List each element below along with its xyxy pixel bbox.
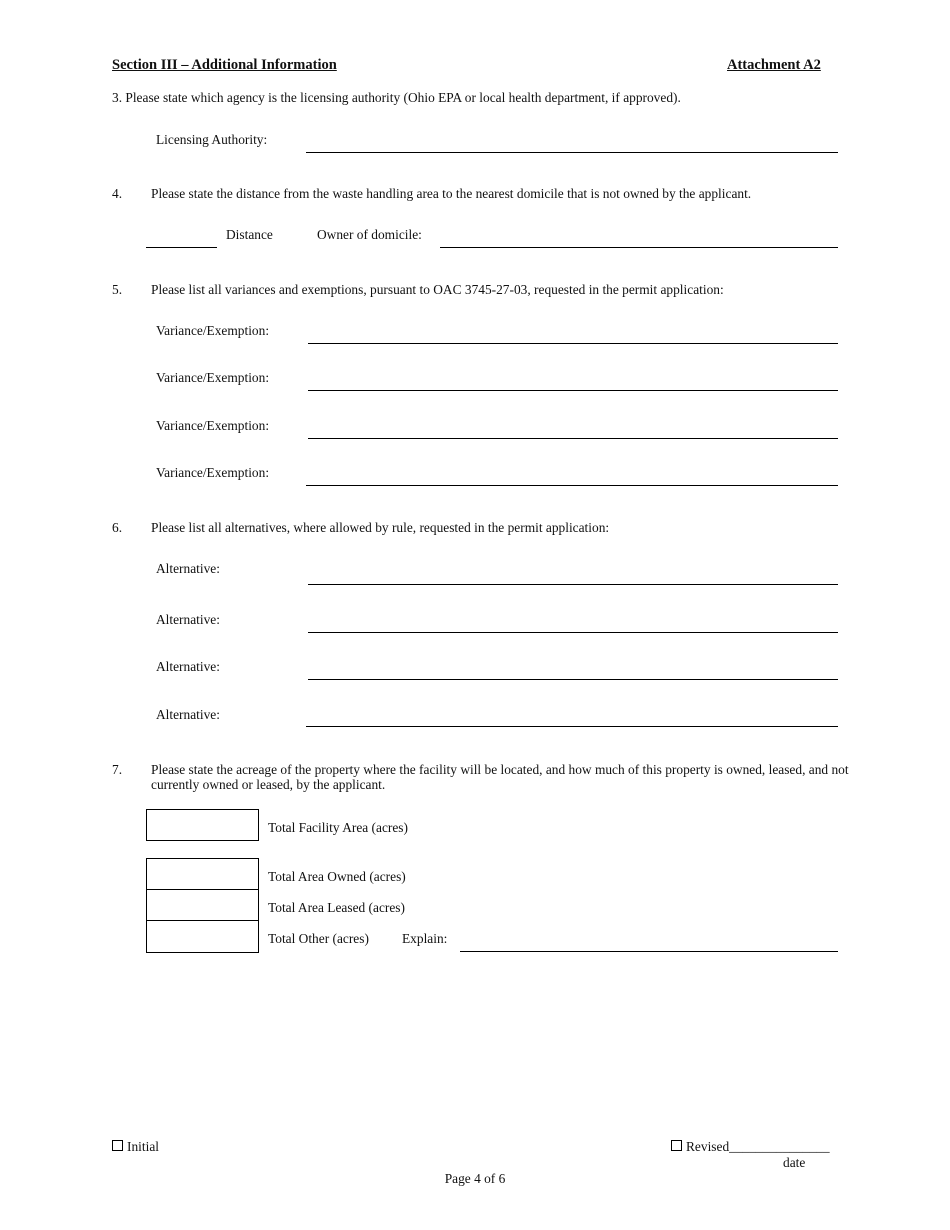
checkbox-icon xyxy=(671,1140,682,1151)
alternative-label: Alternative: xyxy=(156,561,220,576)
licensing-authority-label: Licensing Authority: xyxy=(156,132,268,147)
date-label: date xyxy=(783,1155,806,1170)
owner-of-domicile-label: Owner of domicile: xyxy=(317,227,422,242)
facility-area-label: Total Facility Area (acres) xyxy=(268,820,408,835)
checkbox-icon xyxy=(112,1140,123,1151)
alternative-label: Alternative: xyxy=(156,707,220,722)
variance-field[interactable] xyxy=(308,390,838,391)
q7-text: Please state the acreage of the property where the facility will be located, and how much of this property is owned, leased, and not currently owned or leased, by the applicant. xyxy=(151,762,849,792)
explain-field[interactable] xyxy=(460,951,838,952)
area-other-label: Total Other (acres) xyxy=(268,931,369,946)
explain-label: Explain: xyxy=(402,931,448,946)
variance-field[interactable] xyxy=(306,485,838,486)
q6-text: Please list all alternatives, where allowed by rule, requested in the permit application: xyxy=(151,520,610,535)
section-title: Section III – Additional Information xyxy=(112,57,337,73)
q6-number: 6. xyxy=(112,520,123,535)
variance-label: Variance/Exemption: xyxy=(156,418,270,433)
area-owned-input[interactable] xyxy=(146,858,259,891)
area-owned-label: Total Area Owned (acres) xyxy=(268,869,406,884)
revised-checkbox[interactable] xyxy=(671,1139,830,1155)
area-other-input[interactable] xyxy=(146,920,259,953)
alternative-field[interactable] xyxy=(308,632,838,633)
initial-label: Initial xyxy=(127,1139,159,1154)
distance-field[interactable] xyxy=(146,247,217,248)
revised-date-field[interactable]: _______________ xyxy=(729,1139,830,1154)
q4-text: Please state the distance from the waste handling area to the nearest domicile that is not owned by the applicant. xyxy=(151,186,752,201)
variance-label: Variance/Exemption: xyxy=(156,370,270,385)
q4-number: 4. xyxy=(112,186,123,201)
alternative-label: Alternative: xyxy=(156,659,220,674)
facility-area-input[interactable] xyxy=(146,809,259,841)
owner-of-domicile-field[interactable] xyxy=(440,247,838,248)
q5-text: Please list all variances and exemptions, pursuant to OAC 3745-27-03, requested in the permit application: xyxy=(151,282,724,297)
revised-label: Revised xyxy=(686,1139,730,1154)
attachment-label: Attachment A2 xyxy=(727,57,821,73)
q3-text: 3. Please state which agency is the licensing authority (Ohio EPA or local health department, if approved). xyxy=(112,90,681,105)
variance-field[interactable] xyxy=(308,343,838,344)
q7-number: 7. xyxy=(112,762,123,777)
distance-label: Distance xyxy=(226,227,273,242)
variance-label: Variance/Exemption: xyxy=(156,465,270,480)
alternative-label: Alternative: xyxy=(156,612,220,627)
licensing-authority-field[interactable] xyxy=(306,152,838,153)
alternative-field[interactable] xyxy=(308,584,838,585)
area-leased-label: Total Area Leased (acres) xyxy=(268,900,405,915)
initial-checkbox[interactable] xyxy=(112,1139,159,1155)
q5-number: 5. xyxy=(112,282,123,297)
alternative-field[interactable] xyxy=(308,679,838,680)
area-leased-input[interactable] xyxy=(146,889,259,922)
alternative-field[interactable] xyxy=(306,726,838,727)
variance-label: Variance/Exemption: xyxy=(156,323,270,338)
variance-field[interactable] xyxy=(308,438,838,439)
page-number: Page 4 of 6 xyxy=(444,1171,506,1186)
